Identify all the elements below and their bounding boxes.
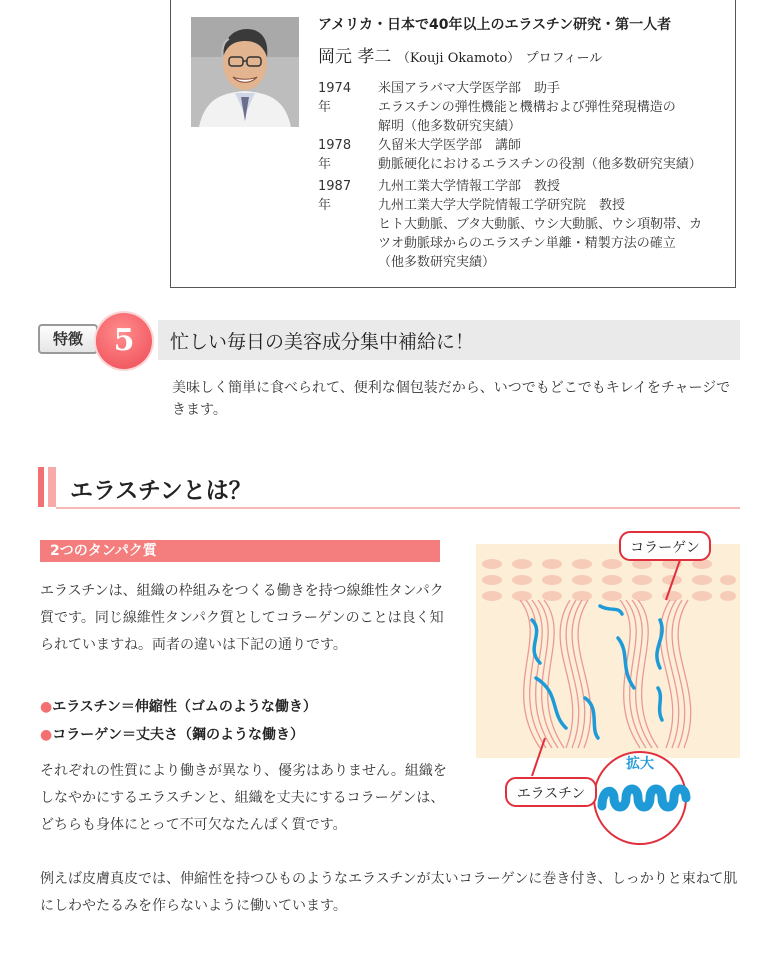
elastin-label: エラスチン (516, 786, 586, 802)
bullet-elastin (40, 696, 317, 716)
career-line: ツオ動脈球からのエラスチン単離・精製方法の確立 (378, 236, 676, 251)
bullet-collagen (40, 724, 304, 744)
career-year: 1974年 (318, 81, 352, 115)
skin-paragraph: 例えば皮膚真皮では、伸縮性を持つひものようなエラスチンが太いコラーゲンに巻き付き、しっかりと束ねて肌にしわやたるみを作らないように働いています。 (40, 871, 738, 914)
comparison-paragraph: それぞれの性質により働きが異なり、優劣はありません。組織をしなやかにするエラスチンと、組織を丈夫にするコラーゲンは、どちらも身体にとって不可欠なたんぱく質です。 (40, 763, 447, 833)
profile-photo (191, 17, 299, 127)
feature-title: 忙しい毎日の美容成分集中補給に！ (170, 331, 475, 353)
feature-tag: 特徴 (38, 324, 98, 354)
bullet-text: コラーゲン＝丈夫さ（鋼のような働き） (52, 727, 304, 743)
career-line: 解明（他多数研究実績） (378, 119, 522, 134)
feature-number-badge: 5 (96, 313, 152, 369)
heading-accent-bar-light (48, 467, 56, 507)
bullet-dot-icon: ● (40, 699, 53, 715)
section-underline (56, 507, 740, 509)
career-line: 九州工業大学情報工学部 教授 (378, 179, 561, 194)
bullet-dot-icon: ● (40, 727, 53, 743)
career-line: 九州工業大学大学院情報工学研究院 教授 (378, 198, 626, 213)
career-line: ヒト大動脈、ブタ大動脈、ウシ大動脈、ウシ項靭帯、カ (378, 217, 703, 232)
name-en: （Kouji Okamoto） (396, 51, 521, 66)
profile-heading: アメリカ・日本で40年以上のエラスチン研究・第一人者 (318, 17, 672, 33)
collagen-label: コラーゲン (630, 540, 700, 556)
intro-paragraph: エラスチンは、組織の枠組みをつくる働きを持つ線維性タンパク質です。同じ線維性タンパク質としてコラーゲンのことは良く知られていますね。両者の違いは下記の通りです。 (40, 583, 444, 653)
zoom-label: 拡大 (626, 756, 654, 772)
name-ja: 岡元 孝二 (318, 47, 392, 67)
heading-accent-bar (38, 467, 44, 507)
feature-description: 美味しく簡単に食べられて、便利な個包装だから、いつでもどこでもキレイをチャージできます。 (172, 380, 731, 418)
career-line: 久留米大学医学部 講師 (378, 138, 522, 153)
subheading-band: 2つのタンパク質 (40, 540, 440, 562)
section-title: エラスチンとは？ (70, 477, 252, 504)
career-line: エラスチンの弾性機能と機構および弾性発現構造の (378, 100, 676, 115)
career-year: 1978年 (318, 138, 352, 172)
name-suffix: プロフィール (525, 51, 603, 66)
career-line: 米国アラバマ大学医学部 助手 (378, 81, 561, 96)
career-line: 動脈硬化におけるエラスチンの役割（他多数研究実績） (378, 157, 702, 172)
career-line: （他多数研究実績） (378, 255, 496, 270)
skin-fiber-diagram (470, 528, 780, 858)
profile-name (318, 42, 602, 67)
career-year: 1987年 (318, 179, 352, 213)
bullet-text: エラスチン＝伸縮性（ゴムのような働き） (52, 699, 317, 715)
